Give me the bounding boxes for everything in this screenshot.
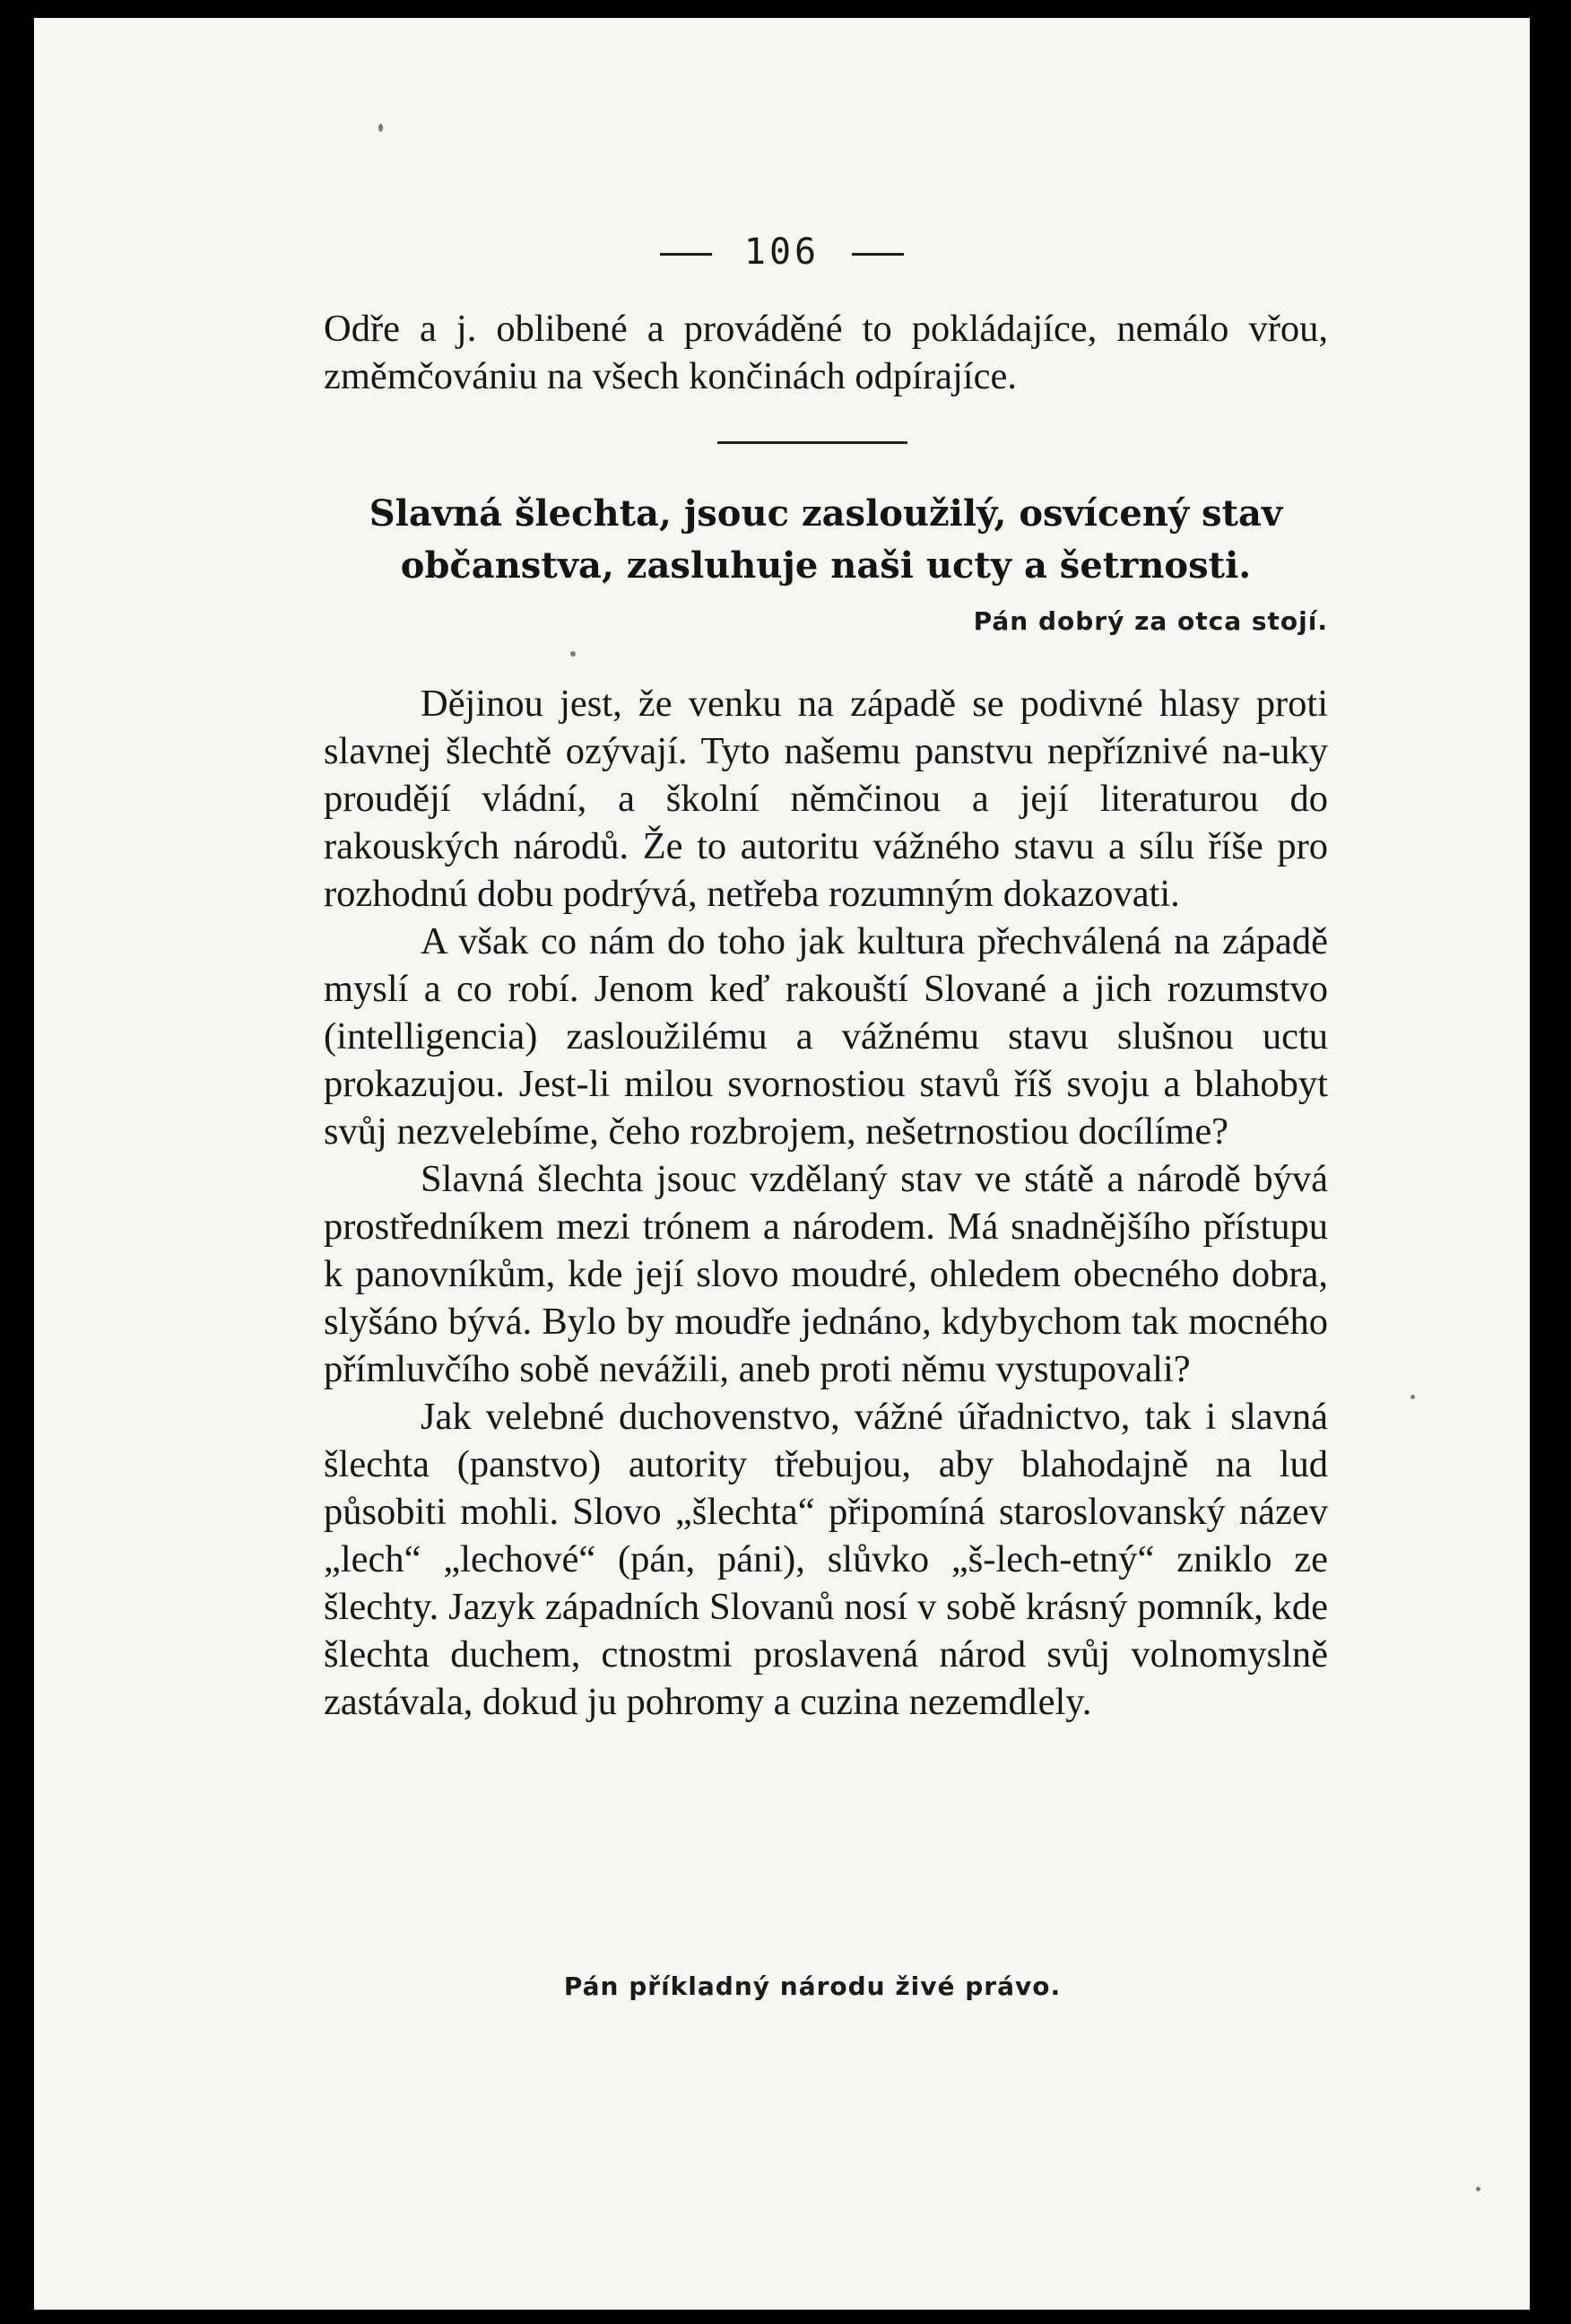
paragraph-4: Jak velebné duchovenstvo, vážné úřadnictvo, tak i slavná šlechta (panstvo) autority třebujou, aby blahodajně na lud působiti mohli. Slovo „šlechta“ připomíná staroslovanský název „lech“ „lechové“ (pán, páni), slůvko „š-lech-etný“ zniklo ze šlechty. Jazyk západních Slovanů nosí v sobě krásný pomník, kde šlechta duchem, ctnostmi proslavená národ svůj volnomyslně zastávala, dokud ju pohromy a cuzina nezemdlely. <box>324 1396 1328 1723</box>
header-dash-left <box>660 253 712 256</box>
paragraph-2: A však co nám do toho jak kultura přechválená na západě myslí a co robí. Jenom keď rakouští Slované a jich rozumstvo (intelligencia) zasloužilému a vážnému stavu slušnou uctu prokazujou. Jest-li milou svornostiou stavů říš svoju a blahobyt svůj nezvelebíme, čeho rozbrojem, nešetrnostiou docílíme? <box>324 920 1328 1153</box>
scan-speck <box>570 651 576 657</box>
section-divider <box>717 441 907 444</box>
scan-speck <box>1476 2187 1480 2191</box>
section-heading <box>324 488 1328 592</box>
paragraph-1: Dějinou jest, že venku na západě se podivné hlasy proti slavnej šlechtě ozývají. Tyto našemu panstvu nepříznivé na-uky proudějí vládní, a školní němčinou a její literaturou do rakouských národů. Že to autoritu vážného stavu a sílu říše pro rozhodnú dobu podrývá, netřeba rozumným dokazovati. <box>324 683 1328 915</box>
paragraph-3: Slavná šlechta jsouc vzdělaný stav ve státě a národě bývá prostředníkem mezi trónem a národem. Má snadnějšího přístupu k panovníkům, kde její slovo moudré, ohledem obecného dobra, slyšáno bývá. Bylo by moudře jednáno, kdybychom tak mocného přímluvčího sobě nevážili, aneb proti němu vystupovali? <box>324 1158 1328 1390</box>
page-number: 106 <box>743 231 820 273</box>
main-text <box>324 680 1328 1726</box>
scan-speck <box>1410 1395 1415 1399</box>
heading-line-1: Slavná šlechta, jsouc zasloužilý, osvícený stav <box>369 492 1283 535</box>
closing-motto: Pán příkladný národu živé právo. <box>563 1971 1062 2001</box>
heading-line-2: občanstva, zasluhuje naši ucty a šetrnosti. <box>400 544 1252 587</box>
page-header <box>34 231 1530 273</box>
book-page <box>34 18 1530 2310</box>
scan-speck <box>378 124 383 132</box>
header-dash-right <box>852 253 904 256</box>
intro-paragraph: Odře a j. oblibené a prováděné to pokládajíce, nemálo vřou, změmčovániu na všech končinách odpírajíce. <box>324 308 1328 397</box>
section-motto: Pán dobrý za otca stojí. <box>973 606 1328 636</box>
